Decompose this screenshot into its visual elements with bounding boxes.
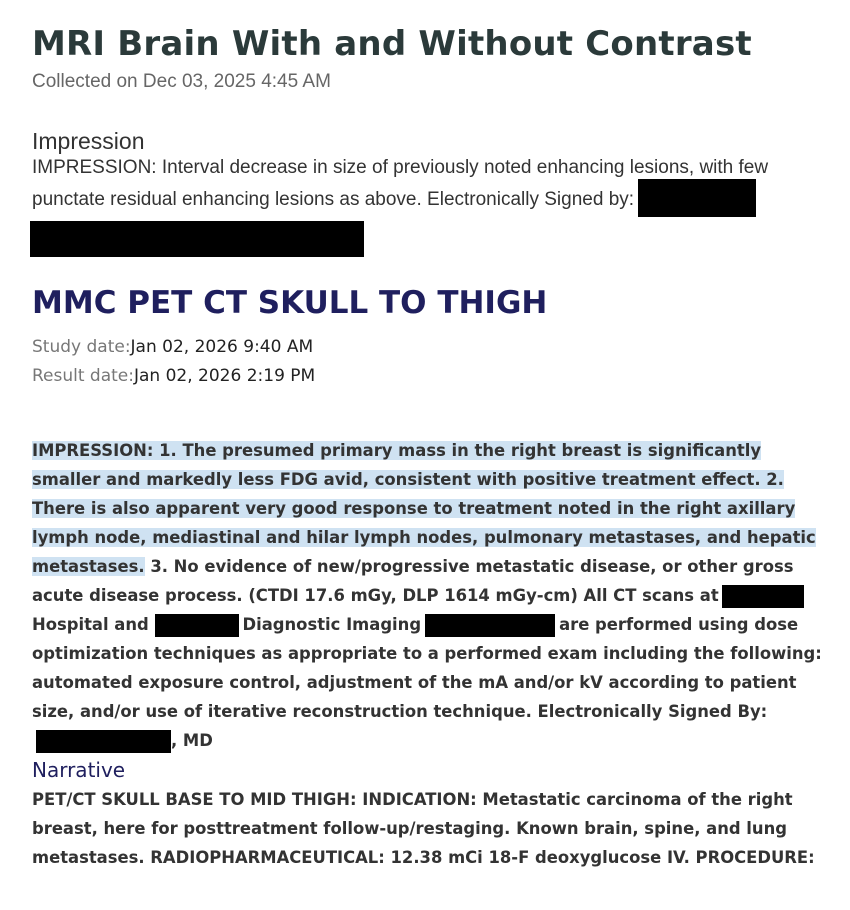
narrative-heading: Narrative [32,758,126,782]
redaction-block [155,614,239,637]
result-date-label: Result date: [32,366,134,386]
redaction-block [638,179,756,217]
mri-impression-content: IMPRESSION: Interval decrease in size of previously noted enhancing lesions, with few punctate residual enhancing lesions as above. Electronically Signed by: [32,157,769,211]
pet-impression-label: IMPRESSION [32,441,147,460]
pet-impression-part3: Diagnostic Imaging [242,615,422,634]
pet-impression-part4: are performed using dose optimization techniques as appropriate to a performed exam including the following: automated exposure control, adjustment of the mA and/or kV according to patient size, and/or use of iterative reconstruction technique. Electronically Signed By: [32,615,822,721]
pet-impression-part1: 3. No evidence of new/progressive metastatic disease, or other gross acute disease process. (CTDI 17.6 mGy, DLP 1614 mGy-cm) All CT scans at [32,557,794,605]
result-date-row [32,362,832,391]
pet-impression-highlighted: : 1. The presumed primary mass in the right breast is significantly smaller and markedly less FDG avid, consistent with positive treatment effect. 2. There is also apparent very good response to treatment noted in the right axillary lymph node, mediastinal and hilar lymph nodes, pulmonary metastases, and hepatic metastases. [32,441,816,576]
redaction-block [36,730,171,753]
mri-report-title: MRI Brain With and Without Contrast [32,24,752,64]
study-date-value: Jan 02, 2026 9:40 AM [130,337,314,357]
mri-impression-heading: Impression [32,128,145,154]
redaction-block [425,614,555,637]
pet-dates [32,333,832,391]
study-date-label: Study date: [32,337,131,357]
narrative-text: PET/CT SKULL BASE TO MID THIGH: INDICATION: Metastatic carcinoma of the right breast, here for posttreatment follow-up/restaging. Known brain, spine, and lung metastases. RADIOPHARMACEUTICAL: 12.38 mCi 18-F deoxyglucose IV. PROCEDURE: [32,790,815,867]
study-date-row [32,333,832,362]
pet-impression-text [32,436,832,755]
mri-collected-date: Collected on Dec 03, 2025 4:45 AM [32,71,331,92]
report-page [32,22,832,872]
pet-report-title: MMC PET CT SKULL TO THIGH [32,285,548,321]
mri-impression-text [32,155,822,257]
redaction-block [722,585,804,608]
redaction-block [30,221,364,257]
pet-impression-part5: , MD [171,731,213,750]
result-date-value: Jan 02, 2026 2:19 PM [134,366,316,386]
pet-impression-part2: Hospital and [32,615,149,634]
